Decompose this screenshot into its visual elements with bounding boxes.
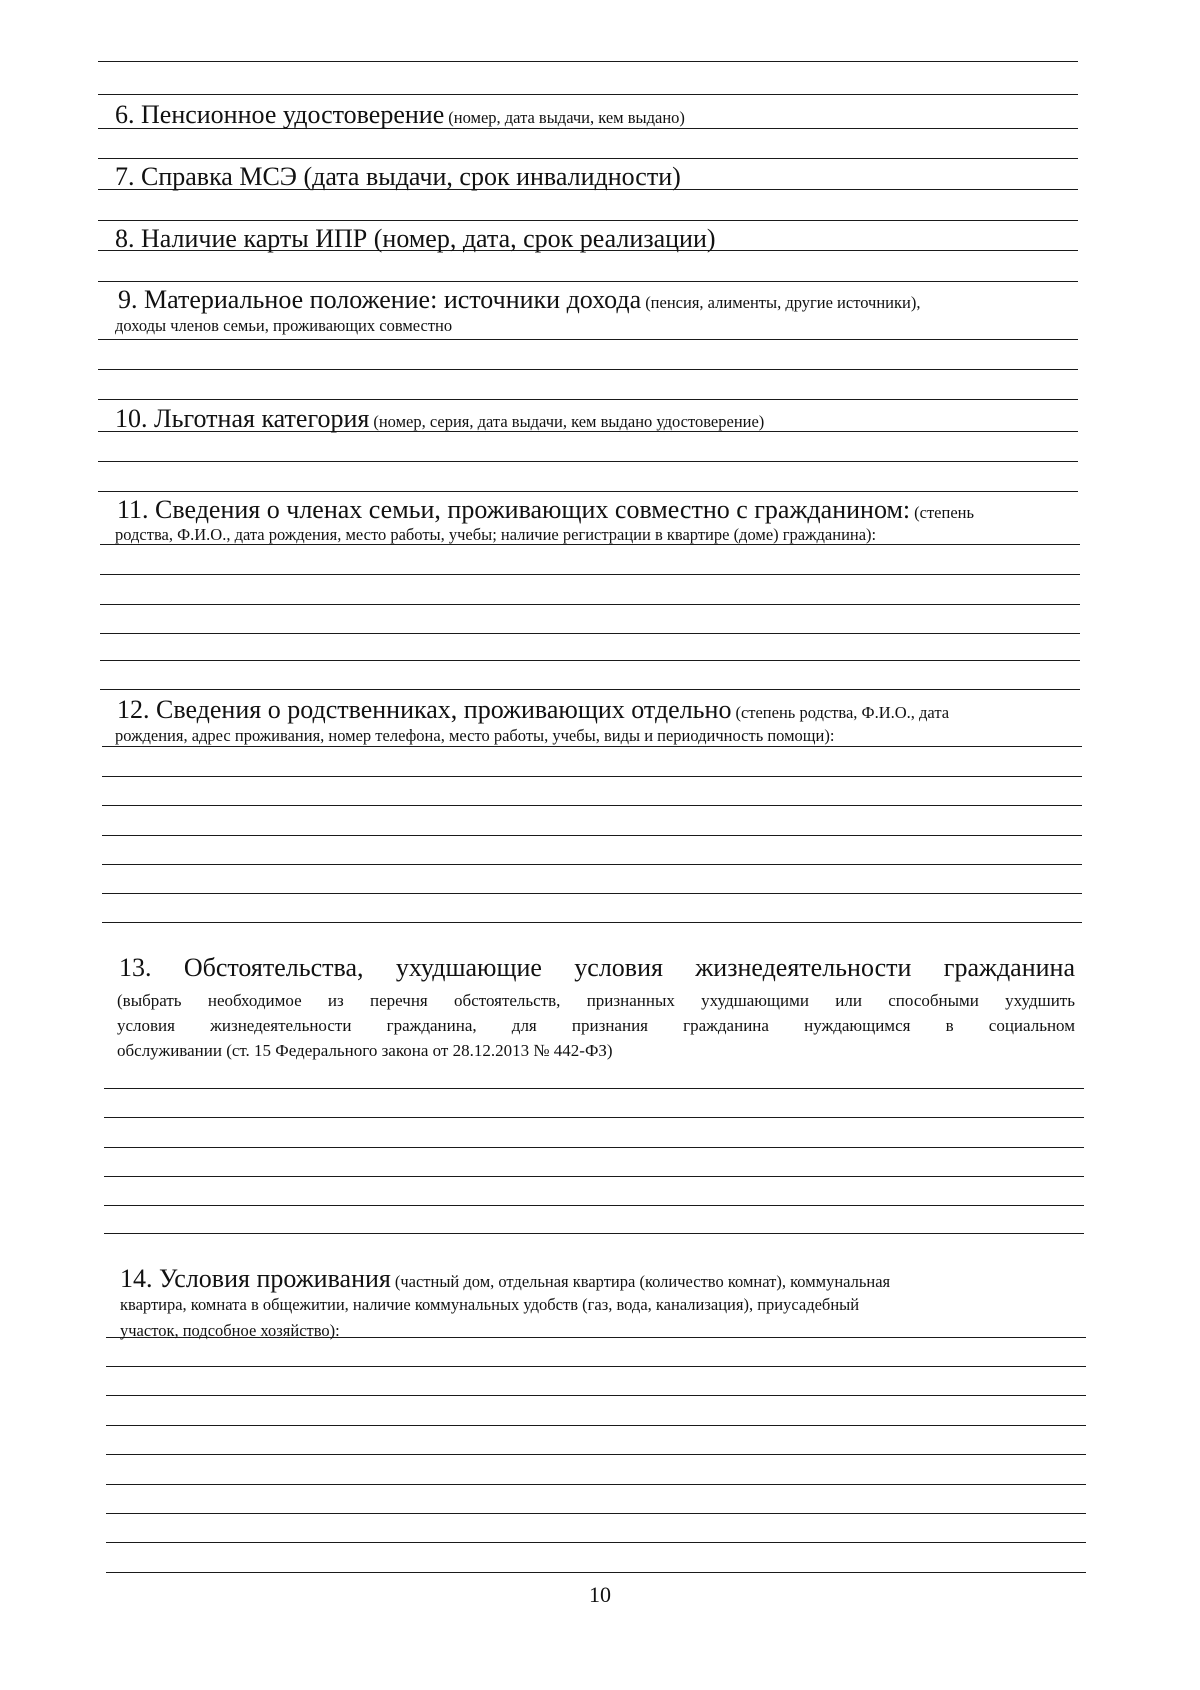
section-14-note-line-3: участок, подсобное хозяйство):	[120, 1321, 340, 1340]
section-11-heading	[117, 497, 1077, 523]
section-9-note: (пенсия, алименты, другие источники),	[645, 293, 921, 312]
section-14-heading	[120, 1266, 1080, 1292]
section-11-title: 11. Сведения о членах семьи, проживающих совместно с гражданином:	[117, 495, 911, 524]
section-6-note: (номер, дата выдачи, кем выдано)	[448, 108, 685, 127]
section-13-note-line-2: условия жизнедеятельности гражданина, для признания гражданина нуждающимся в социальном	[117, 1016, 1075, 1035]
section-9-note-continued: доходы членов семьи, проживающих совместно	[115, 316, 453, 335]
section-14-note-line-2: квартира, комната в общежитии, наличие коммунальных удобств (газ, вода, канализация), приусадебный	[120, 1295, 860, 1314]
section-10-title: 10. Льготная категория	[115, 404, 370, 433]
section-8-title: 8. Наличие карты ИПР (номер, дата, срок реализации)	[115, 224, 716, 253]
section-14-note: (частный дом, отдельная квартира (количество комнат), коммунальная	[394, 1272, 891, 1291]
section-7-heading	[115, 164, 1075, 190]
section-7-title: 7. Справка МСЭ (дата выдачи, срок инвалидности)	[115, 162, 681, 191]
section-6-heading	[115, 102, 1075, 128]
section-12-note: (степень родства, Ф.И.О., дата	[735, 703, 950, 722]
section-13-note-line-1: (выбрать необходимое из перечня обстоятельств, признанных ухудшающими или способными ухудшить	[117, 991, 1075, 1010]
section-13-title: 13. Обстоятельства, ухудшающие условия жизнедеятельности гражданина	[119, 953, 1075, 982]
section-13-note-line-3: обслуживании (ст. 15 Федерального закона от 28.12.2013 № 442-ФЗ)	[117, 1041, 613, 1060]
section-14-title: 14. Условия проживания	[120, 1264, 391, 1293]
section-12-note-continued: рождения, адрес проживания, номер телефона, место работы, учебы, виды и периодичность помощи):	[115, 726, 835, 745]
section-9-title: 9. Материальное положение: источники дохода	[118, 285, 642, 314]
section-11-note-continued: родства, Ф.И.О., дата рождения, место работы, учебы; наличие регистрации в квартире (доме) гражданина):	[115, 525, 877, 544]
section-13-note	[117, 988, 1075, 1063]
section-8-heading	[115, 226, 1075, 252]
section-12-heading	[117, 697, 1077, 723]
section-10-note: (номер, серия, дата выдачи, кем выдано удостоверение)	[373, 412, 765, 431]
page-number: 10	[589, 1582, 611, 1607]
section-6-title: 6. Пенсионное удостоверение	[115, 100, 445, 129]
section-9-heading	[118, 287, 1078, 313]
section-12-title: 12. Сведения о родственниках, проживающих отдельно	[117, 695, 732, 724]
section-10-heading	[115, 406, 1075, 432]
section-11-note: (степень	[914, 503, 975, 522]
